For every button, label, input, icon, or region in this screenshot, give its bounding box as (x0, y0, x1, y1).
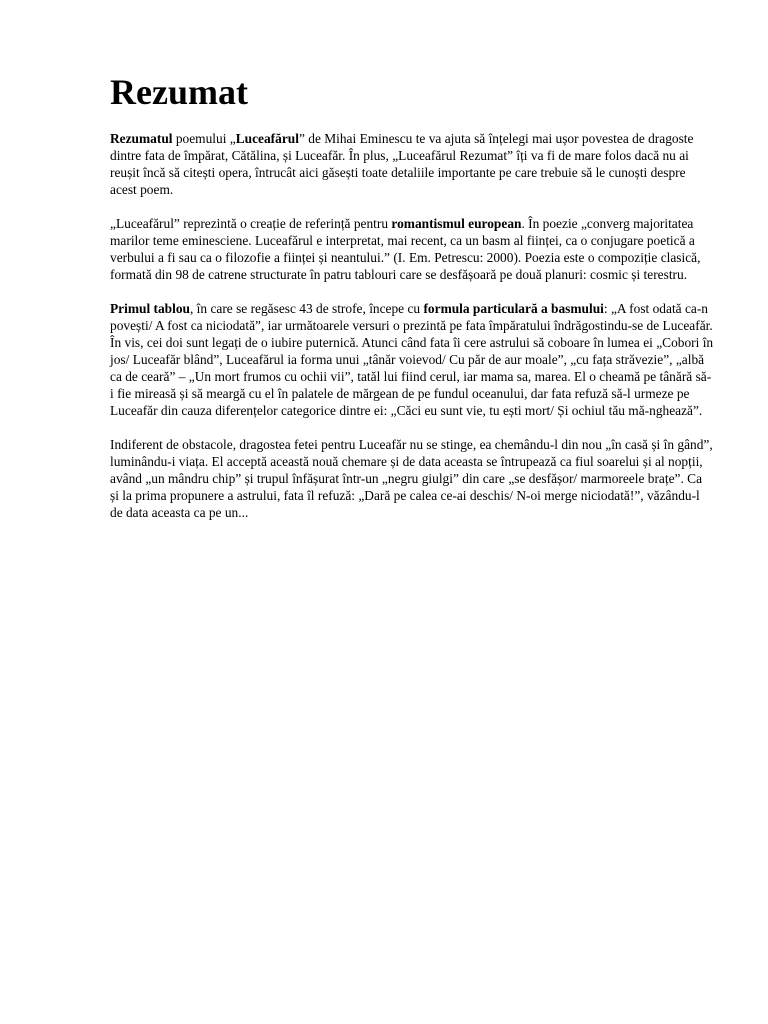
text-run: ” de Mihai Eminescu te va ajuta să înțelegi mai ușor povestea de dragoste dintre fata de împărat, Cătălina, și Luceafăr. În plus, „Luceafărul Rezumat” îți va fi de mare folos dacă nu ai reușit încă să citești opera, întrucât aici găsești toate detaliile importante pe care trebuie să le cunoști despre acest poem. (110, 131, 694, 197)
paragraph-intro (110, 130, 714, 198)
text-run: : „A fost odată ca-n povești/ A fost ca niciodată”, iar următoarele versuri o prezintă pe fata împăratului îndrăgostindu-se de Luceafăr. În vis, cei doi sunt legați de o iubire puternică. Atunci când fata îi cere astrului să coboare în lumea ei „Cobori în jos/ Luceafăr blând”, Luceafărul ia forma unui „tânăr voievod/ Cu păr de aur moale”, „cu fața străvezie”, „albă ca de ceară” – „Un mort frumos cu ochii vii”, tatăl lui fiind cerul, iar mama sa, marea. El o cheamă pe tânără să-i fie mireasă și să meargă cu el în palatele de mărgean de pe fundul oceanului, dar fata refuză să-l urmeze pe Luceafăr din cauza diferențelor categorice dintre ei: „Căci eu sunt vie, tu ești mort/ Și ochiul tău mă-nghează”. (110, 301, 714, 418)
text-bold: Rezumatul (110, 131, 173, 146)
text-run: , în care se regăsesc 43 de strofe, începe cu (189, 301, 424, 316)
document-page (110, 72, 714, 538)
text-run: poemului „ (172, 131, 236, 146)
document-title: Rezumat (110, 72, 248, 112)
text-run: . În poezie „converg majoritatea marilor teme eminesciene. Luceafărul e interpretat, mai recent, ca un basm al ființei, ca o conjugare poetică a verbului a fi sau ca o filozofie a ființei și neantului.” (I. Em. Petrescu: 2000). Poezia este o compoziție clasică, formată din 98 de catrene structurate în patru tablouri care se desfășoară pe două planuri: cosmic și terestru. (110, 216, 701, 282)
paragraph-first-tableau (110, 300, 714, 419)
text-bold: romantismul european (391, 216, 522, 231)
paragraph-continuation (110, 436, 714, 521)
text-run: Indiferent de obstacole, dragostea fetei pentru Luceafăr nu se stinge, ea chemându-l din nou „în casă și în gând”, luminându-i viața. El acceptă această nouă chemare și de data aceasta se întrupează ca fiul soarelui și al nopții, având „un mândru chip” și trupul înfășurat într-un „negru giulgi” din care „se desfășor/ marmoreele brațe”. Ca și la prima propunere a astrului, fata îl refuză: „Dară pe calea ce-ai deschis/ N-oi merge niciodată!”, văzându-l de data aceasta ca pe un... (110, 437, 713, 520)
paragraph-context (110, 215, 714, 283)
text-bold: formula particulară a basmului (423, 301, 604, 316)
text-bold: Primul tablou (110, 301, 190, 316)
text-bold: Luceafărul (235, 131, 299, 146)
text-run: „Luceafărul” reprezintă o creație de referință pentru (110, 216, 392, 231)
